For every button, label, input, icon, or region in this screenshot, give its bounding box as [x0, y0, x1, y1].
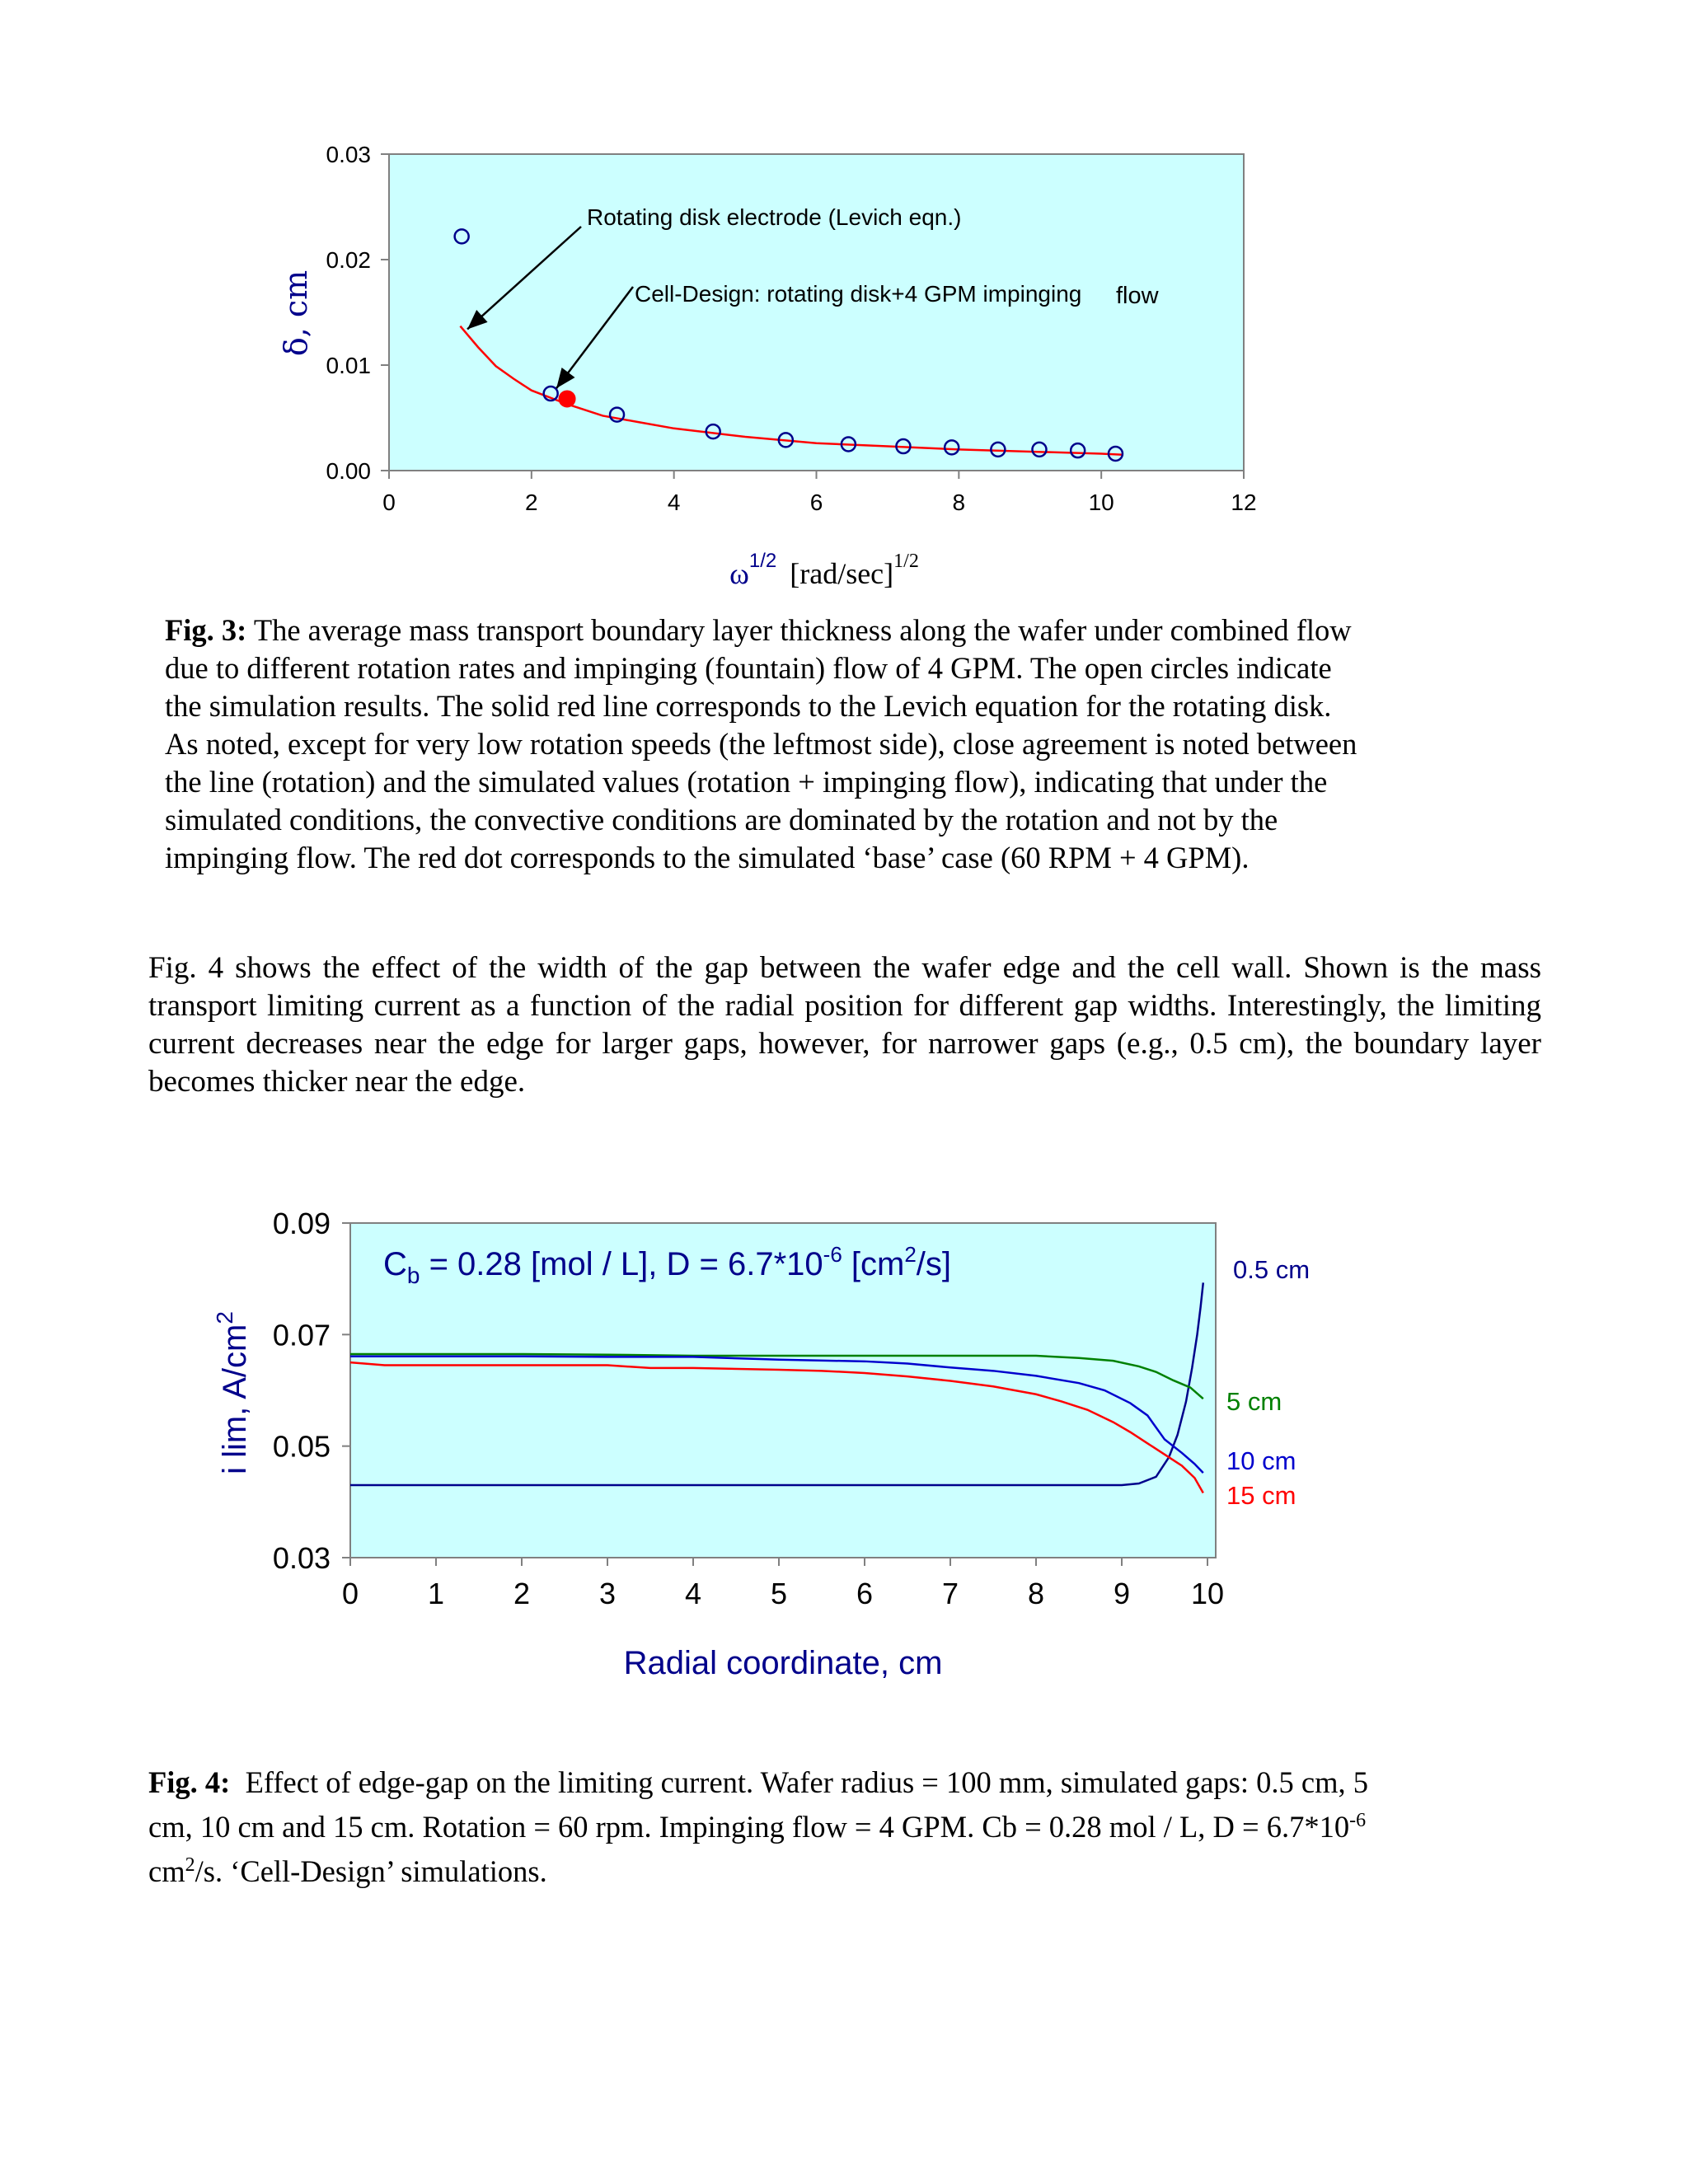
fig3-annotation-celldesign: Cell-Design: rotating disk+4 GPM impinging [635, 281, 1082, 307]
fig4-x-tick-label: 5 [770, 1577, 788, 1610]
fig3-x-tick-label: 4 [667, 490, 681, 515]
fig4-series-label: 15 cm [1226, 1481, 1296, 1510]
fig4-y-tick-label: 0.07 [272, 1318, 331, 1352]
fig3-x-axis-label: $\omega^{1/2}$ $[rad/\sec]^{1/2}$ [729, 550, 919, 590]
fig4-series-label: 0.5 cm [1233, 1255, 1311, 1284]
fig3-y-tick-label: 0.02 [326, 247, 371, 273]
fig4-y-tick-label: 0.03 [272, 1541, 331, 1575]
fig4-series-label: 5 cm [1226, 1387, 1282, 1416]
fig3-caption-line-1: Fig. 3: The average mass transport boundary layer thickness along the wafer under combined flow [165, 613, 1352, 647]
fig4-caption-line-3: $cm^2/s$. ‘Cell-Design’ simulations. [148, 1854, 547, 1889]
fig4-caption-label: Fig. 4: [148, 1765, 231, 1799]
fig3-caption-line-5: the line (rotation) and the simulated values (rotation + impinging flow), indicating that under the [165, 765, 1328, 799]
fig3-base-case-dot [559, 391, 575, 407]
fig3-caption-line-6: simulated conditions, the convective conditions are dominated by the rotation and not by the [165, 803, 1278, 837]
fig3-x-tick-label: 0 [382, 490, 396, 515]
fig3-caption-line-2: due to different rotation rates and impinging (fountain) flow of 4 GPM. The open circles indicate [165, 651, 1332, 685]
fig3-chart [0, 0, 1688, 602]
fig4-caption-line-1: Fig. 4: Effect of edge-gap on the limiting current. Wafer radius = 100 mm, simulated gaps: 0.5 cm, 5 [148, 1765, 1368, 1799]
fig4-x-tick-label: 8 [1027, 1577, 1045, 1610]
fig4-x-tick-label: 6 [856, 1577, 874, 1610]
fig4-x-tick-label: 3 [598, 1577, 617, 1610]
fig4-title: $C_b = 0.28$ [mol / L], $D = 6.7*10^{-6}$ $[cm^2/s]$ [383, 1242, 952, 1288]
fig3-plot-area [389, 154, 1244, 471]
fig3-y-tick-label: 0.01 [326, 353, 371, 378]
fig3-annotation-levich: Rotating disk electrode (Levich eqn.) [587, 204, 962, 230]
fig4-series-label: 10 cm [1226, 1446, 1296, 1475]
fig3-annotation-celldesign-end: flow [1116, 283, 1159, 309]
fig4-x-tick-label: 9 [1113, 1577, 1131, 1610]
fig4-x-axis-label: Radial coordinate, cm [623, 1645, 943, 1681]
fig4-x-tick-label: 4 [684, 1577, 702, 1610]
fig3-caption-line-4: As noted, except for very low rotation speeds (the leftmost side), close agreement is noted between [165, 727, 1357, 761]
body-paragraph: Fig. 4 shows the effect of the width of the gap between the wafer edge and the cell wall. Shown is the mass transport limiting current as a function of the radial position for different gap widths. Interestingly, the limiting current decreases near the edge for larger gaps, however, for narrower gaps (e.g., 0.5 cm), the boundary layer becomes thicker near the edge. [148, 951, 1541, 1099]
fig4-x-tick-label: 7 [941, 1577, 959, 1610]
fig4-x-tick-label: 2 [513, 1577, 531, 1610]
fig4-y-tick-label: 0.05 [272, 1429, 331, 1464]
fig4-chart [0, 1154, 1688, 1714]
fig3-x-tick-label: 2 [525, 490, 538, 515]
fig3-y-tick-label: 0.03 [326, 142, 371, 167]
fig3-caption-line-3: the simulation results. The solid red line corresponds to the Levich equation for the rotating disk. [165, 689, 1332, 723]
fig3-caption-label: Fig. 3: [165, 613, 247, 647]
fig4-y-axis-label: i lim, $A/cm^2$ [212, 1311, 253, 1474]
fig4-y-tick-label: 0.09 [272, 1207, 331, 1240]
fig3-caption [165, 612, 1517, 877]
fig3-y-tick-label: 0.00 [326, 458, 371, 484]
fig3-caption-line-7: impinging flow. The red dot corresponds to the simulated ‘base’ case (60 RPM + 4 GPM). [165, 841, 1250, 874]
fig4-x-tick-label: 1 [427, 1577, 445, 1610]
fig4-caption [148, 1764, 1533, 1891]
fig3-x-tick-label: 12 [1231, 490, 1257, 515]
fig3-y-axis-label: δ, cm [278, 269, 314, 357]
fig3-x-tick-label: 6 [809, 490, 823, 515]
fig4-x-tick-label: 10 [1190, 1577, 1225, 1610]
fig4-x-tick-label: 0 [341, 1577, 359, 1610]
fig3-x-tick-label: 10 [1088, 490, 1114, 515]
fig3-x-tick-label: 8 [952, 490, 966, 515]
fig4-caption-line-2: cm, 10 cm and 15 cm. Rotation = 60 rpm. Impinging flow = 4 GPM. Cb = 0.28 mol / L, $D = 6.7*10^{-6}$ [148, 1810, 1367, 1844]
